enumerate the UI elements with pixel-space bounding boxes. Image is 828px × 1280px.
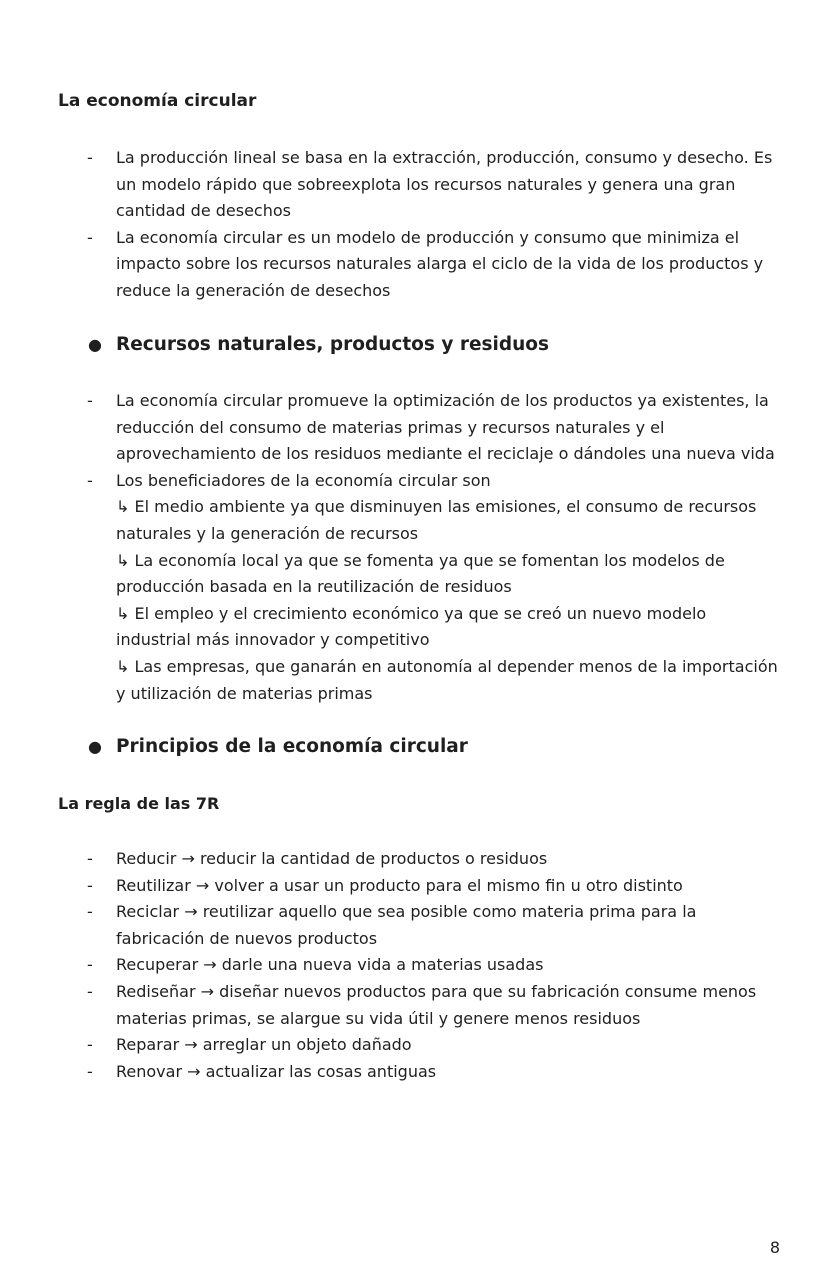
dash-marker: -: [87, 1061, 93, 1081]
list-item: [0, 225, 778, 305]
bullet-icon: ●: [88, 737, 102, 756]
list-item-text: La economía circular es un modelo de producción y consumo que minimiza el impacto sobre los recursos naturales alarga el ciclo de la vida de los productos y reduce la generación de desechos: [116, 227, 764, 300]
dash-marker: -: [87, 148, 93, 167]
list-item-text: La economía circular promueve la optimización de los productos ya existentes, la reducción del consumo de materias primas y recursos naturales y el aprovechamiento de los residuos mediante el reciclaje o dándoles una nueva vida: [116, 391, 775, 464]
dash-marker: -: [87, 955, 93, 975]
subtitle: La regla de las 7R: [58, 794, 220, 813]
list-item: [0, 899, 778, 952]
list-item: [0, 1032, 778, 1059]
dash-marker: -: [87, 849, 93, 868]
section-heading-text: Recursos naturales, productos y residuos: [116, 334, 549, 355]
bullet-icon: ●: [88, 335, 102, 354]
sub-item: ↳ Las empresas, que ganarán en autonomía al depender menos de la importación y utilización de materias primas: [116, 656, 778, 703]
dash-marker: -: [87, 391, 93, 410]
sub-item: ↳ La economía local ya que se fomenta ya que se fomentan los modelos de producción basada en la reutilización de residuos: [116, 550, 725, 597]
list-item-text: Reutilizar → volver a usar un producto para el mismo fin u otro distinto: [116, 875, 683, 895]
dash-marker: -: [87, 470, 93, 490]
list-item-text: Reducir → reducir la cantidad de productos o residuos: [116, 849, 548, 868]
list-item: [0, 1059, 778, 1086]
list-item: [0, 846, 778, 873]
list-item: [0, 873, 778, 900]
sub-item: ↳ El medio ambiente ya que disminuyen las emisiones, el consumo de recursos naturales y la generación de recursos: [116, 497, 757, 543]
page-number: 8: [769, 1238, 780, 1257]
list-item-text: La producción lineal se basa en la extracción, producción, consumo y desecho. Es un modelo rápido que sobreexplota los recursos naturales y genera una gran cantidad de desechos: [116, 148, 773, 221]
list-item: [0, 952, 778, 979]
section-heading-principios: [88, 734, 468, 760]
list-item-text: Los beneficiadores de la economía circular son: [116, 470, 491, 490]
recursos-list: [0, 388, 778, 707]
dash-marker: -: [87, 981, 93, 1001]
list-item-text: Renovar → actualizar las cosas antiguas: [116, 1061, 437, 1081]
dash-marker: -: [87, 227, 93, 247]
list-item-text: Reciclar → reutilizar aquello que sea posible como materia prima para la fabricación de nuevos productos: [116, 902, 697, 948]
rules-list: [0, 846, 778, 1085]
dash-marker: -: [87, 902, 93, 922]
sub-item: ↳ El empleo y el crecimiento económico ya que se creó un nuevo modelo industrial más innovador y competitivo: [116, 603, 707, 650]
dash-marker: -: [87, 1035, 93, 1055]
list-item-text: Recuperar → darle una nueva vida a materias usadas: [116, 955, 544, 975]
list-item: [0, 388, 778, 468]
page-title: La economía circular: [58, 91, 257, 111]
list-item-text: Reparar → arreglar un objeto dañado: [116, 1035, 412, 1055]
list-item: [0, 979, 778, 1032]
section-heading-recursos: [88, 332, 549, 358]
section-heading-text: Principios de la economía circular: [116, 736, 468, 757]
dash-marker: -: [87, 875, 93, 895]
list-item: [0, 145, 778, 225]
list-item-text: Rediseñar → diseñar nuevos productos para que su fabricación consume menos materias primas, se alargue su vida útil y genere menos residuos: [116, 981, 757, 1028]
list-item: [0, 468, 778, 707]
intro-list: [0, 145, 778, 305]
